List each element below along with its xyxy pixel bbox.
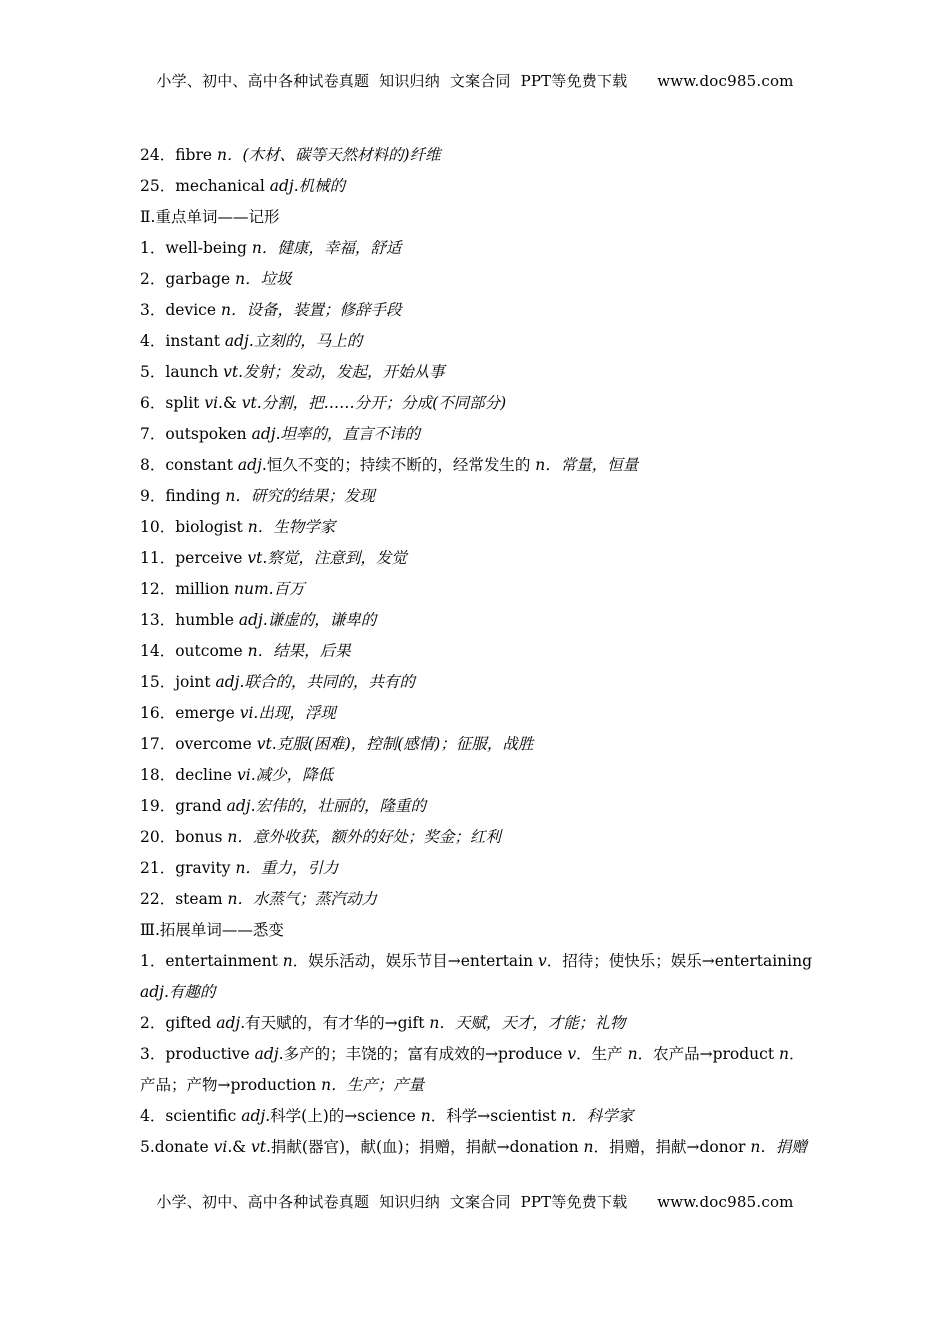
part-of-speech: .有趣的 bbox=[163, 983, 216, 1001]
part-of-speech: vt bbox=[223, 363, 239, 381]
part-of-speech: adj bbox=[224, 332, 249, 350]
part-of-speech: adj bbox=[216, 1014, 241, 1032]
entry-text: 18．decline bbox=[140, 766, 237, 784]
part-of-speech: ．捐赠 bbox=[760, 1138, 807, 1156]
vocab-entry bbox=[140, 822, 815, 853]
vocab-entry bbox=[140, 140, 815, 171]
vocab-entry bbox=[140, 698, 815, 729]
part-of-speech: adj bbox=[215, 673, 240, 691]
part-of-speech: adj bbox=[269, 177, 294, 195]
part-of-speech: ．重力，引力 bbox=[245, 859, 339, 877]
vocab-entry bbox=[140, 574, 815, 605]
entry-text: 7．outspoken bbox=[140, 425, 252, 443]
entry-text: ．娱乐活动，娱乐节目→entertain bbox=[292, 952, 539, 970]
entry-text: 1．well-being bbox=[140, 239, 252, 257]
part-of-speech: ．水蒸气；蒸汽动力 bbox=[237, 890, 377, 908]
entry-text: 11．perceive bbox=[140, 549, 248, 567]
part-of-speech: adj bbox=[241, 1107, 266, 1125]
part-of-speech: ．结果，后果 bbox=[257, 642, 351, 660]
vocab-entry bbox=[140, 1101, 815, 1132]
part-of-speech: adj bbox=[226, 797, 251, 815]
part-of-speech: .机械的 bbox=[293, 177, 346, 195]
part-of-speech: .宏伟的，壮丽的，隆重的 bbox=[250, 797, 427, 815]
part-of-speech: .发射；发动，发起，开始从事 bbox=[238, 363, 445, 381]
part-of-speech: n bbox=[779, 1045, 789, 1063]
part-of-speech: .百万 bbox=[268, 580, 305, 598]
part-of-speech: ．生物学家 bbox=[257, 518, 336, 536]
part-of-speech: n bbox=[227, 890, 238, 908]
part-of-speech: ．(木材、碳等天然材料的)纤维 bbox=[226, 146, 441, 164]
vocab-entry bbox=[140, 264, 815, 295]
entry-text: 16．emerge bbox=[140, 704, 240, 722]
page-footer: 小学、初中、高中各种试卷真题 知识归纳 文案合同 PPT等免费下载 www.doc985.com bbox=[156, 1193, 794, 1211]
part-of-speech: adj bbox=[254, 1045, 279, 1063]
entry-text: 3．device bbox=[140, 301, 221, 319]
part-of-speech: vi bbox=[213, 1138, 228, 1156]
vocab-entry bbox=[140, 171, 815, 202]
part-of-speech: .立刻的，马上的 bbox=[248, 332, 363, 350]
entry-text: 5．launch bbox=[140, 363, 224, 381]
part-of-speech: ．研究的结果；发现 bbox=[235, 487, 375, 505]
entry-text: 2．garbage bbox=[140, 270, 236, 288]
part-of-speech: n bbox=[220, 301, 231, 319]
vocab-entry bbox=[140, 450, 815, 481]
vocab-entry bbox=[140, 729, 815, 760]
part-of-speech: n bbox=[227, 828, 238, 846]
part-of-speech: .坦率的，直言不讳的 bbox=[275, 425, 421, 443]
entry-text: 25．mechanical bbox=[140, 177, 270, 195]
vocab-entry bbox=[140, 760, 815, 791]
vocab-entry bbox=[140, 605, 815, 636]
vocab-entry bbox=[140, 946, 815, 1008]
vocab-entry bbox=[140, 419, 815, 450]
entry-text: 14．outcome bbox=[140, 642, 248, 660]
part-of-speech: n bbox=[235, 859, 246, 877]
entry-text: 3．productive bbox=[140, 1045, 255, 1063]
vocab-entry bbox=[140, 853, 815, 884]
part-of-speech: adj bbox=[237, 456, 262, 474]
entry-text: 15．joint bbox=[140, 673, 216, 691]
part-of-speech: n bbox=[282, 952, 293, 970]
part-of-speech: .分割，把……分开；分成(不同部分) bbox=[256, 394, 507, 412]
part-of-speech: .出现，浮现 bbox=[253, 704, 336, 722]
entry-text: 5.donate bbox=[140, 1138, 214, 1156]
part-of-speech: n bbox=[247, 518, 258, 536]
vocab-entry bbox=[140, 791, 815, 822]
entry-text: .捐献(器官)，献(血)；捐赠，捐献→donation bbox=[265, 1138, 584, 1156]
vocab-entry bbox=[140, 388, 815, 419]
part-of-speech: .谦虚的，谦卑的 bbox=[262, 611, 377, 629]
part-of-speech: vi bbox=[204, 394, 219, 412]
entry-text: 1．entertainment bbox=[140, 952, 283, 970]
entry-text: .恒久不变的；持续不断的，经常发生的 bbox=[261, 456, 536, 474]
part-of-speech: n bbox=[583, 1138, 594, 1156]
vocab-entry bbox=[140, 636, 815, 667]
part-of-speech: ．垃圾 bbox=[245, 270, 292, 288]
part-of-speech: ．意外收获，额外的好处；奖金；红利 bbox=[237, 828, 501, 846]
vocab-entry bbox=[140, 233, 815, 264]
vocab-entry bbox=[140, 295, 815, 326]
part-of-speech: n bbox=[561, 1107, 572, 1125]
entry-text: 20．bonus bbox=[140, 828, 228, 846]
part-of-speech: n bbox=[235, 270, 246, 288]
part-of-speech: num bbox=[234, 580, 269, 598]
entry-text: 12．million bbox=[140, 580, 234, 598]
part-of-speech: vt bbox=[250, 1138, 266, 1156]
part-of-speech: .克服(困难)，控制(感情)；征服，战胜 bbox=[271, 735, 534, 753]
part-of-speech: v bbox=[567, 1045, 577, 1063]
entry-text: ．农产品→product bbox=[637, 1045, 779, 1063]
part-of-speech: adj bbox=[238, 611, 263, 629]
part-of-speech: vi bbox=[237, 766, 251, 784]
entry-text: 24．fibre bbox=[140, 146, 217, 164]
vocab-entry bbox=[140, 667, 815, 698]
part-of-speech: n bbox=[429, 1014, 440, 1032]
entry-text: .& bbox=[227, 1138, 251, 1156]
vocabulary-list bbox=[140, 140, 815, 1163]
part-of-speech: vi bbox=[239, 704, 254, 722]
part-of-speech: vt bbox=[256, 735, 272, 753]
vocab-entry bbox=[140, 357, 815, 388]
vocab-entry bbox=[140, 481, 815, 512]
entry-text: ．生产 bbox=[576, 1045, 628, 1063]
section-heading: Ⅱ.重点单词——记形 bbox=[140, 208, 280, 226]
part-of-speech: n bbox=[627, 1045, 638, 1063]
entry-text: .多产的；丰饶的；富有成效的→produce bbox=[278, 1045, 568, 1063]
entry-text: ．捐赠，捐献→donor bbox=[593, 1138, 751, 1156]
part-of-speech: ．设备，装置；修辞手段 bbox=[230, 301, 402, 319]
entry-text: 19．grand bbox=[140, 797, 227, 815]
entry-text: ．科学→scientist bbox=[430, 1107, 562, 1125]
part-of-speech: ．健康，幸福，舒适 bbox=[261, 239, 402, 257]
section-heading: Ⅲ.拓展单词——悉变 bbox=[140, 921, 284, 939]
part-of-speech: ．科学家 bbox=[571, 1107, 634, 1125]
entry-text: 8．constant bbox=[140, 456, 238, 474]
part-of-speech: ．生产；产量 bbox=[331, 1076, 425, 1094]
entry-text: 21．gravity bbox=[140, 859, 236, 877]
entry-text: .& bbox=[218, 394, 242, 412]
part-of-speech: vt bbox=[247, 549, 263, 567]
entry-text: 13．humble bbox=[140, 611, 239, 629]
vocab-entry bbox=[140, 543, 815, 574]
part-of-speech: adj bbox=[251, 425, 276, 443]
part-of-speech: n bbox=[750, 1138, 761, 1156]
part-of-speech: vt bbox=[241, 394, 257, 412]
part-of-speech: n bbox=[420, 1107, 431, 1125]
page-header: 小学、初中、高中各种试卷真题 知识归纳 文案合同 PPT等免费下载 www.doc985.com bbox=[156, 72, 794, 90]
vocab-entry bbox=[140, 326, 815, 357]
vocab-entry bbox=[140, 1039, 815, 1101]
entry-text: 4．scientific bbox=[140, 1107, 242, 1125]
part-of-speech: n bbox=[251, 239, 262, 257]
part-of-speech: n bbox=[321, 1076, 332, 1094]
entry-text: 10．biologist bbox=[140, 518, 248, 536]
part-of-speech: n bbox=[247, 642, 258, 660]
entry-text: .科学(上)的→science bbox=[265, 1107, 421, 1125]
part-of-speech: .减少，降低 bbox=[250, 766, 334, 784]
part-of-speech: n bbox=[217, 146, 227, 164]
entry-text: 17．overcome bbox=[140, 735, 257, 753]
entry-text: .有天赋的，有才华的→gift bbox=[240, 1014, 430, 1032]
part-of-speech: n bbox=[535, 456, 546, 474]
vocab-entry bbox=[140, 884, 815, 915]
entry-text: 4．instant bbox=[140, 332, 225, 350]
vocab-entry bbox=[140, 512, 815, 543]
vocab-entry bbox=[140, 1132, 815, 1163]
part-of-speech: adj bbox=[140, 983, 164, 1001]
entry-text: ．产品；产物→production bbox=[140, 1045, 805, 1094]
entry-text: 22．steam bbox=[140, 890, 228, 908]
part-of-speech: .联合的，共同的，共有的 bbox=[239, 673, 415, 691]
entry-text: 2．gifted bbox=[140, 1014, 217, 1032]
part-of-speech: v bbox=[538, 952, 547, 970]
part-of-speech: .察觉，注意到，发觉 bbox=[262, 549, 407, 567]
vocab-entry bbox=[140, 1008, 815, 1039]
part-of-speech: ．常量，恒量 bbox=[545, 456, 639, 474]
entry-text: 9．finding bbox=[140, 487, 226, 505]
part-of-speech: ．天赋，天才，才能；礼物 bbox=[439, 1014, 626, 1032]
part-of-speech: n bbox=[225, 487, 236, 505]
entry-text: ．招待；使快乐；娱乐→entertaining bbox=[546, 952, 813, 970]
entry-text: 6．split bbox=[140, 394, 205, 412]
